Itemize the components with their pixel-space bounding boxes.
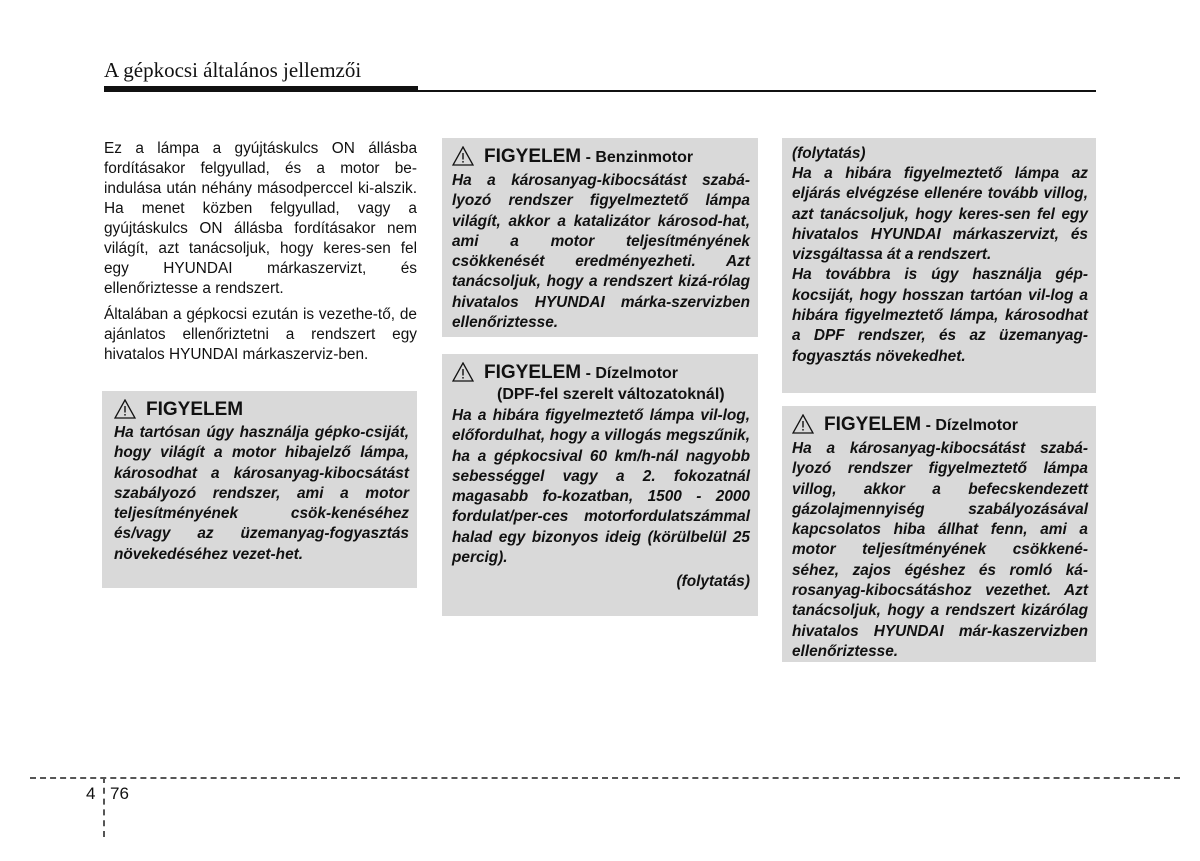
warning-header (114, 399, 409, 421)
warning-header (792, 414, 1088, 437)
warning-title-main: FIGYELEM (824, 414, 922, 435)
warning-text: Ha a hibára figyelmeztető lámpa az eljárás elvégzése ellenére tovább villog, azt tanácsoljuk, hogy keres-sen fel egy hivatalos HYUNDAI márkaszervizt, és vizsgáltassa át a rendszert. (792, 165, 1088, 264)
warning-title (484, 362, 678, 385)
warning-text: Ha a károsanyag-kibocsátást szabá-lyozó rendszer figyelmeztető lámpa villog, akkor a befecskendezett gázolajmennyiség szabályozásával kapcsolatos hiba állhat fenn, ami a motor teljesítményének csökkené-séhez, zajos égéshez és romló ká-rosanyag-kibocsátáshoz vezethet. Azt tanácsoljuk, hogy a rendszert kizárólag hivatalos HYUNDAI már-kaszervizben ellenőriztesse. (792, 440, 1088, 660)
warning-triangle-icon (114, 399, 136, 419)
warning-text: Ha tartósan úgy használja gépko-csiját, hogy világít a motor hibajelző lámpa, károsodhat a károsanyag-kibocsátást szabályozó rendszer, ami a motor teljesítményének csök-kenéséhez és/vagy az üzemanyag-fogyasztás növekedéséhez vezet-het. (114, 424, 409, 563)
footer-dashed-rule (30, 777, 1180, 779)
warning-triangle-icon (452, 146, 474, 166)
warning-box-general (102, 391, 417, 588)
header-rule-thick (104, 86, 418, 92)
page-number: 76 (110, 784, 129, 803)
warning-text: Ha továbbra is úgy használja gép-kocsiját, hogy hosszan tartóan vil-log a hibára figyelmeztető lámpa, károsodhat a DPF rendszer, és az üzemanyag-fogyasztás növekedhet. (792, 266, 1088, 365)
warning-subtitle: - Benzinmotor (581, 149, 694, 166)
warning-box-diesel (782, 406, 1096, 662)
warning-title-main: FIGYELEM (484, 146, 582, 167)
warning-box-continuation (782, 138, 1096, 393)
continued-label: (folytatás) (792, 145, 866, 162)
warning-title (484, 146, 693, 169)
chapter-number: 4 (86, 784, 96, 803)
warning-header (452, 146, 750, 169)
warning-subtitle: - Dízelmotor (921, 417, 1019, 434)
header-rule (104, 86, 1096, 92)
warning-title: FIGYELEM (146, 399, 244, 420)
warning-title (824, 414, 1018, 437)
warning-subtitle-variant: (DPF-fel szerelt változatoknál) (497, 386, 725, 403)
footer-dashed-divider (103, 777, 105, 837)
warning-title-main: FIGYELEM (484, 362, 582, 383)
warning-triangle-icon (452, 362, 474, 382)
warning-text: Ha a hibára figyelmeztető lámpa vil-log, előfordulhat, hogy a villogás megszűnik, ha a gépkocsival 60 km/h-nál nagyobb sebességgel vagy a 2. fokozatnál magasabb fo-kozatban, 1500 - 2000 fordulat/per-ces motorfordulatszámmal halad egy bizonyos ideig (körülbelül 25 percig). (452, 407, 750, 567)
warning-box-petrol (442, 138, 758, 337)
warning-text: Ha a károsanyag-kibocsátást szabá-lyozó rendszer figyelmeztető lámpa világít, akkor a katalizátor károsod-hat, ami a motor teljesítményének csökkenését eredményezheti. Azt tanácsoljuk, hogy a rendszert kizá-rólag hivatalos HYUNDAI márka-szervizben ellenőriztesse. (452, 172, 750, 332)
warning-box-diesel-dpf (442, 354, 758, 616)
body-paragraph-1: Ez a lámpa a gyújtáskulcs ON állásba fordításakor felgyullad, és a motor be-indulása után néhány másodperccel ki-alszik. Ha menet közben felgyullad, vagy a gyújtáskulcs ON állásba fordításakor nem világít, azt tanácsoljuk, hogy keres-sen fel egy HYUNDAI márkaszervizt, és ellenőriztesse a rendszert. (104, 140, 417, 297)
warning-subtitle: - Dízelmotor (581, 365, 679, 382)
header-rule-thin (418, 90, 1096, 92)
page-header-title: A gépkocsi általános jellemzői (104, 58, 362, 82)
continued-label: (folytatás) (676, 573, 750, 591)
body-paragraph-2: Általában a gépkocsi ezután is vezethe-tő, de ajánlatos ellenőriztetni a rendszert egy hivatalos HYUNDAI márkaszerviz-ben. (104, 306, 417, 363)
warning-header (452, 362, 750, 385)
warning-triangle-icon (792, 414, 814, 434)
left-column (104, 139, 417, 371)
